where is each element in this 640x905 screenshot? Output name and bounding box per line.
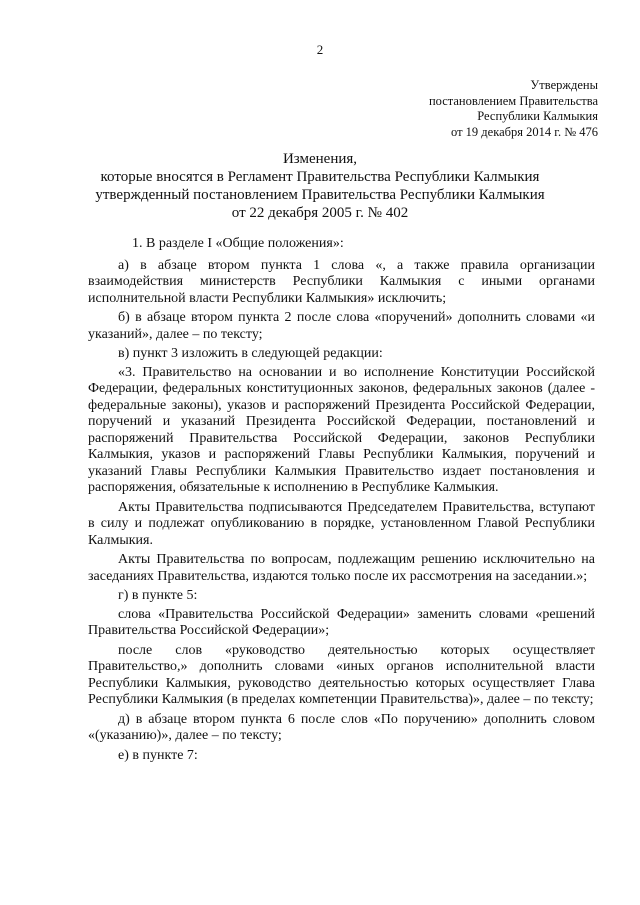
title-line: которые вносятся в Регламент Правительства Республики Калмыкия (100, 169, 540, 185)
title-line: Изменения, (282, 151, 358, 167)
page-number: 2 (316, 42, 324, 57)
paragraph: после слов «руководство деятельностью которых осуществляет Правительство,» дополнить словами «иных органов исполнительной власти Республики Калмыкия, руководство деятельностью которых осуществляет Глава Республики Калмыкия (в пределах компетенции Правительства)», далее – по тексту; (88, 642, 595, 707)
document-title (0, 150, 640, 222)
approval-line: Утверждены (530, 78, 598, 92)
paragraph: Акты Правительства по вопросам, подлежащим решению исключительно на заседаниях Правительства, издаются только после их рассмотрения на заседании.»; (88, 552, 595, 584)
approval-stamp (429, 78, 598, 140)
paragraph: б) в абзаце втором пункта 2 после слова «поручений» дополнить словами «и указаний», далее – по тексту; (88, 310, 595, 342)
section-heading: 1. В разделе I «Общие положения»: (132, 236, 344, 251)
approval-line: Республики Калмыкия (477, 109, 598, 123)
paragraph: «3. Правительство на основании и во исполнение Конституции Российской Федерации, федеральных конституционных законов, федеральных законов (далее - федеральные законы), указов и распоряжений Президента Российской Федерации, поручений и указаний Президента Российской Федерации, постановлений и распоряжений Правительства Российской Федерации, законов Республики Калмыкия, указов и распоряжений Главы Республики Калмыкия, поручений и указаний Главы Республики Калмыкия Правительство издает постановления и распоряжения, обязательные к исполнению в Республике Калмыкия. (88, 364, 595, 495)
approval-line: от 19 декабря 2014 г. № 476 (450, 124, 598, 139)
title-line: утвержденный постановлением Правительства Республики Калмыкия (95, 187, 545, 203)
paragraph: д) в абзаце втором пункта 6 после слов «По поручению» дополнить словом «(указанию)», далее – по тексту; (88, 711, 595, 743)
paragraph: слова «Правительства Российской Федерации» заменить словами «решений Правительства Российской Федерации»; (88, 606, 595, 638)
approval-line: постановлением Правительства (428, 93, 598, 108)
title-line: от 22 декабря 2005 г. № 402 (231, 205, 409, 221)
document-body (88, 236, 595, 766)
paragraph: е) в пункте 7: (118, 747, 198, 763)
paragraph: а) в абзаце втором пункта 1 слова «, а также правила организации взаимодействия министерств Республики Калмыкия с иными органами исполнительной власти Республики Калмыкия» исключить; (88, 257, 595, 306)
paragraph: г) в пункте 5: (118, 588, 198, 603)
paragraph: Акты Правительства подписываются Председателем Правительства, вступают в силу и подлежат опубликованию в порядке, установленном Главой Республики Калмыкия. (88, 499, 595, 548)
paragraph: в) пункт 3 изложить в следующей редакции: (118, 346, 383, 361)
